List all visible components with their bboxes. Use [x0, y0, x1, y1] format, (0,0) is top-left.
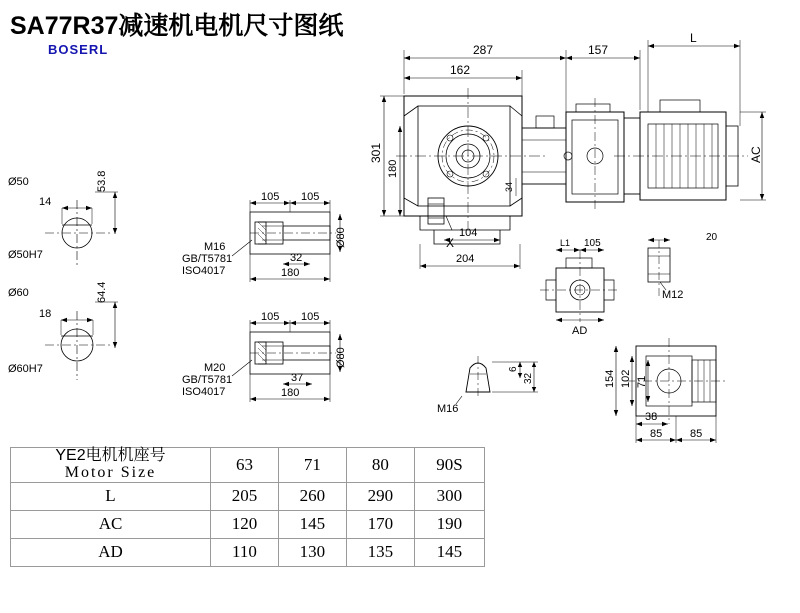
label-bottom-standard2: ISO4017	[182, 386, 226, 398]
label-dim-104: 104	[459, 227, 478, 239]
label-shaft-bottom-key: 18	[39, 308, 52, 320]
table-row	[11, 448, 485, 483]
label-dim-301: 301	[369, 142, 383, 163]
table-row-label-ad: AD	[11, 538, 211, 566]
detail-view-m12	[648, 238, 670, 296]
label-shaft-top-fit: Ø50H7	[8, 249, 43, 261]
table-header-label-cn: YE2电机机座号	[55, 447, 166, 464]
table-cell: 110	[211, 538, 279, 566]
label-dim-AD: AD	[572, 325, 588, 337]
label-top-standard1: GB/T5781	[182, 253, 233, 265]
table-cell: 63	[211, 448, 279, 483]
label-key-dim-6: 6	[508, 366, 519, 372]
label-top-standard2: ISO4017	[182, 265, 226, 277]
page-title: SA77R37减速机电机尺寸图纸	[10, 12, 344, 40]
label-top-length: 180	[281, 267, 300, 279]
table-cell: 290	[346, 482, 414, 510]
table-row	[11, 538, 485, 566]
shaft-view-top	[45, 192, 118, 266]
motor-size-table	[10, 447, 485, 567]
label-dim-AC: AC	[749, 146, 763, 163]
detail-view-foot	[614, 338, 726, 443]
label-shaft-bottom-height: 64.4	[96, 281, 108, 303]
label-shaft-top-key: 14	[39, 196, 52, 208]
table-cell: 80	[346, 448, 414, 483]
label-top-bolt: M16	[204, 241, 226, 253]
brand-logo: BOSERL	[48, 42, 109, 57]
label-view-x: X	[446, 236, 455, 250]
table-cell: 135	[346, 538, 414, 566]
table-cell: 190	[414, 510, 484, 538]
label-bolt-m12: M12	[662, 289, 684, 301]
table-cell: 145	[414, 538, 484, 566]
table-cell: 170	[346, 510, 414, 538]
label-top-dim-left: 105	[261, 191, 280, 203]
table-cell: 90S	[414, 448, 484, 483]
label-dim-71: 71	[636, 375, 648, 388]
table-cell: 260	[278, 482, 346, 510]
label-dim-L1: L1	[560, 238, 571, 248]
shaft-view-bottom	[45, 302, 118, 380]
label-dim-204: 204	[456, 253, 475, 265]
label-dim-38: 38	[645, 411, 658, 423]
label-shaft-bottom-fit: Ø60H7	[8, 363, 43, 375]
label-shaft-top-height: 53.8	[96, 170, 108, 192]
label-dim-34: 34	[504, 181, 514, 192]
label-bottom-bolt: M20	[204, 362, 226, 374]
table-cell: 130	[278, 538, 346, 566]
label-dim-157: 157	[588, 43, 609, 57]
label-shaft-bottom-diameter: Ø60	[8, 287, 29, 299]
label-dim-85-left: 85	[650, 428, 663, 440]
label-bottom-length: 180	[281, 387, 300, 399]
label-dim-162: 162	[450, 63, 471, 77]
label-dim-20: 20	[706, 232, 718, 243]
table-header-label-en: Motor Size	[64, 463, 157, 481]
label-dim-180: 180	[387, 159, 399, 178]
table-row-label-ac: AC	[11, 510, 211, 538]
label-dim-102: 102	[620, 369, 632, 388]
label-bottom-dim-left: 105	[261, 311, 280, 323]
label-bolt-m16-key: M16	[437, 403, 459, 415]
label-dim-287: 287	[473, 43, 494, 57]
detail-view-ad	[540, 248, 620, 322]
label-bottom-standard1: GB/T5781	[182, 374, 233, 386]
label-dim-L: L	[690, 31, 697, 45]
label-dim-154: 154	[604, 369, 616, 388]
label-top-dim-right: 105	[301, 191, 320, 203]
label-top-od: Ø80	[335, 227, 347, 248]
label-key-dim-32: 32	[523, 372, 534, 384]
table-row	[11, 482, 485, 510]
label-shaft-top-diameter: Ø50	[8, 176, 29, 188]
table-cell: 71	[278, 448, 346, 483]
label-dim-105-detail: 105	[584, 238, 601, 249]
table-row	[11, 510, 485, 538]
label-top-thread-len: 32	[290, 252, 303, 264]
label-bottom-dim-right: 105	[301, 311, 320, 323]
table-cell: 145	[278, 510, 346, 538]
label-bottom-thread-len: 37	[291, 372, 304, 384]
table-cell: 300	[414, 482, 484, 510]
table-row-label-l: L	[11, 482, 211, 510]
table-header-label	[11, 448, 211, 483]
table-cell: 120	[211, 510, 279, 538]
label-bottom-od: Ø80	[335, 347, 347, 368]
table-cell: 205	[211, 482, 279, 510]
label-dim-85-right: 85	[690, 428, 703, 440]
